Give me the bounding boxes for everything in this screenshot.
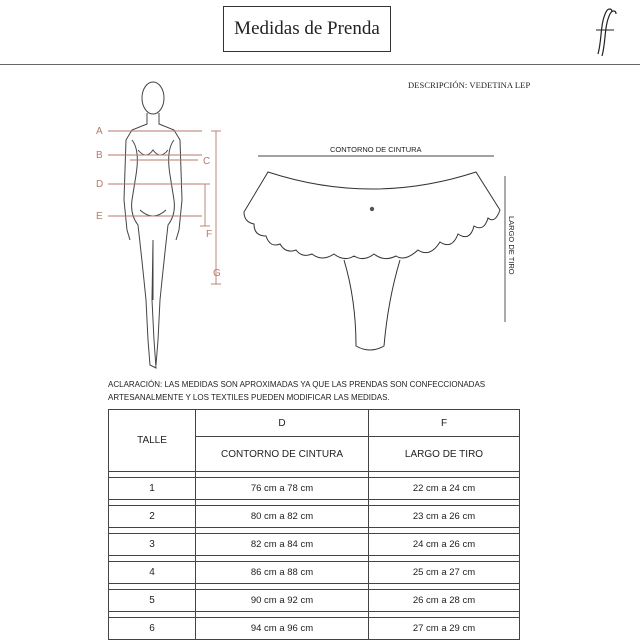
waist-cell: 76 cm a 78 cm [196,478,369,500]
page-title [223,6,391,52]
rise-cell: 22 cm a 24 cm [369,478,520,500]
rise-label: LARGO DE TIRO [507,216,516,275]
label-a: A [96,126,103,137]
waist-label: CONTORNO DE CINTURA [330,145,422,154]
label-g: G [213,268,221,279]
size-cell: 2 [109,506,196,528]
size-cell: 4 [109,562,196,584]
label-f: F [206,229,213,240]
body-figure [124,82,182,368]
size-cell: 1 [109,478,196,500]
ff-monogram-icon [590,4,618,60]
size-cell: 6 [109,618,196,640]
size-cell: 5 [109,590,196,612]
product-description: DESCRIPCIÓN: VEDETINA LEP [408,80,531,90]
measurement-diagram [0,66,640,376]
label-b: B [96,150,103,161]
waist-cell: 82 cm a 84 cm [196,534,369,556]
header-divider [0,64,640,65]
disclaimer-note [108,378,528,404]
waist-cell: 80 cm a 82 cm [196,506,369,528]
table-row [109,478,520,500]
garment-drawing [244,145,516,350]
waist-cell: 86 cm a 88 cm [196,562,369,584]
table-row [109,506,520,528]
col-f-label: LARGO DE TIRO [369,437,520,472]
label-d: D [96,179,104,190]
rise-cell: 24 cm a 26 cm [369,534,520,556]
waist-cell: 94 cm a 96 cm [196,618,369,640]
col-d-label: CONTORNO DE CINTURA [196,437,369,472]
rise-cell: 27 cm a 29 cm [369,618,520,640]
size-cell: 3 [109,534,196,556]
rise-cell: 25 cm a 27 cm [369,562,520,584]
col-d-header: D [196,410,369,437]
page-title-text: Medidas de Prenda [234,18,380,39]
table-row [109,562,520,584]
table-row [109,590,520,612]
disclaimer-line-2: ARTESANALMENTE Y LOS TEXTILES PUEDEN MODIFICAR LAS MEDIDAS. [108,393,390,402]
rise-cell: 23 cm a 26 cm [369,506,520,528]
talle-header: TALLE [109,410,196,472]
label-c: C [203,156,211,167]
rise-cell: 26 cm a 28 cm [369,590,520,612]
size-table [108,409,520,640]
col-f-header: F [369,410,520,437]
table-row [109,534,520,556]
waist-cell: 90 cm a 92 cm [196,590,369,612]
table-row [109,618,520,640]
label-e: E [96,211,103,222]
disclaimer-line-1: ACLARACIÓN: LAS MEDIDAS SON APROXIMADAS YA QUE LAS PRENDAS SON CONFECCIONADAS [108,380,486,389]
